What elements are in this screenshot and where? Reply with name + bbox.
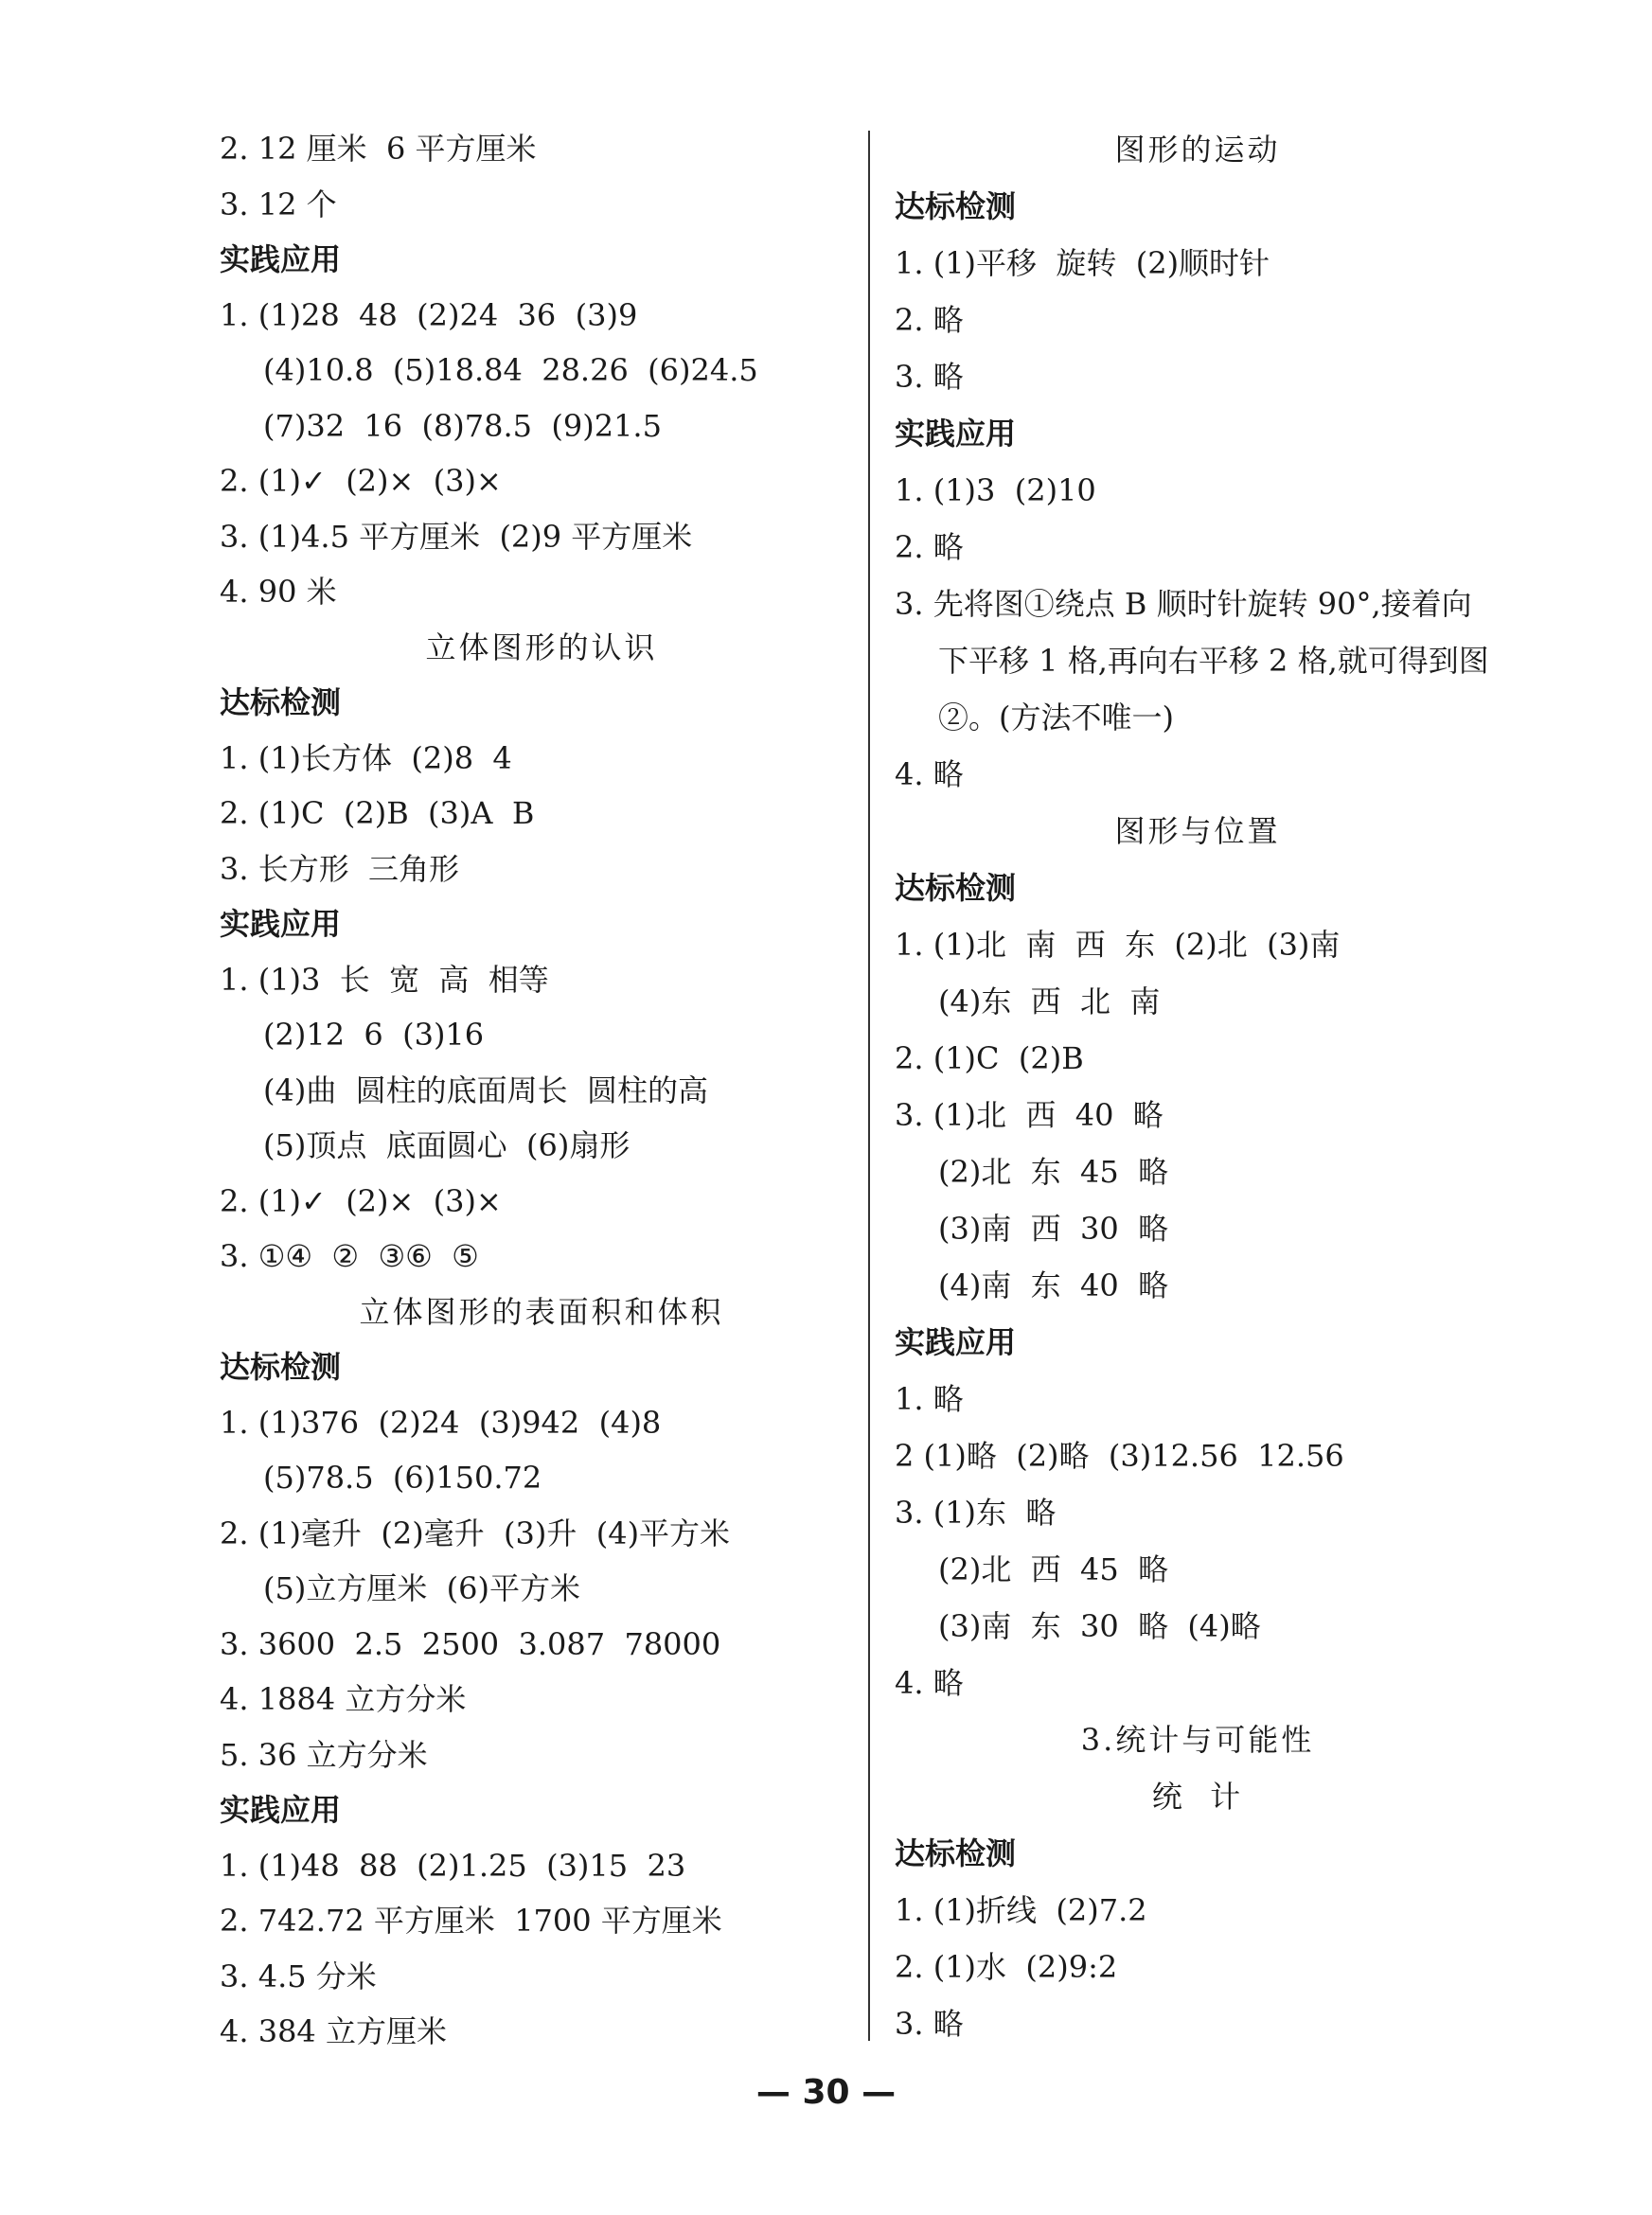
chapter-title: 图形与位置 [1114,813,1281,849]
section-heading: 实践应用 [220,906,342,942]
answer-continuation: (3)南 东 30 略 (4)略 [938,1608,1261,1644]
answer-continuation: (4)曲 圆柱的底面周长 圆柱的高 [263,1072,709,1108]
answer-line: 1. (1)长方体 (2)8 4 [220,739,512,776]
section-heading: 实践应用 [220,241,342,277]
answer-line: 3. 略 [895,359,964,395]
answer-line: 1. (1)3 (2)10 [895,472,1096,508]
answer-line: 3. 略 [895,2006,964,2042]
answer-line: 3. 长方形 三角形 [220,850,460,887]
chapter-title: 图形的运动 [1114,132,1281,168]
answer-line: 4. 384 立方厘米 [220,2013,447,2049]
section-heading: 达标检测 [220,684,342,720]
chapter-title: 立体图形的表面积和体积 [359,1293,724,1330]
answer-line: 1. (1)北 南 西 东 (2)北 (3)南 [895,927,1341,963]
section-heading: 实践应用 [220,1792,342,1828]
column-divider [868,131,870,2041]
answer-line: 3. 4.5 分米 [220,1958,377,1994]
answer-continuation: (4)东 西 北 南 [938,983,1161,1019]
answer-continuation: (5)顶点 底面圆心 (6)扇形 [263,1127,631,1163]
section-heading: 实践应用 [895,1324,1017,1360]
answer-line: 3. 12 个 [220,186,337,222]
answer-continuation: (2)北 西 45 略 [938,1551,1169,1587]
answer-line: 1. (1)48 88 (2)1.25 (3)15 23 [220,1847,686,1884]
answer-line: 4. 略 [895,1665,964,1701]
answer-continuation: (2)北 东 45 略 [938,1154,1169,1190]
answer-line: 1. (1)376 (2)24 (3)942 (4)8 [220,1404,662,1441]
answer-line: 1. (1)平移 旋转 (2)顺时针 [895,245,1270,281]
answer-line: 1. (1)28 48 (2)24 36 (3)9 [220,296,638,333]
chapter-title: 统 计 [1151,1779,1244,1815]
answer-line: 2. 12 厘米 6 平方厘米 [220,131,537,167]
answer-line: 2. 略 [895,529,964,565]
answer-line: 2. 略 [895,302,964,338]
answer-line: 1. (1)3 长 宽 高 相等 [220,961,549,998]
chapter-title: 3.统计与可能性 [1080,1722,1315,1758]
answer-line: 2 (1)略 (2)略 (3)12.56 12.56 [895,1438,1344,1474]
answer-line: 3. (1)北 西 40 略 [895,1097,1164,1133]
answer-line: 3. (1)东 略 [895,1495,1057,1531]
answer-continuation: (3)南 西 30 略 [938,1211,1169,1247]
left-column [220,121,863,2060]
answer-line: 3. ①④ ② ③⑥ ⑤ [220,1238,479,1274]
answer-line: 2. (1)✓ (2)× (3)× [220,463,502,499]
answer-line: 1. 略 [895,1381,964,1417]
answer-continuation: (5)78.5 (6)150.72 [263,1460,542,1496]
section-heading: 实践应用 [895,416,1017,452]
right-column [895,121,1501,2052]
answer-continuation: ②。(方法不唯一) [938,700,1174,735]
answer-line: 2. (1)毫升 (2)毫升 (3)升 (4)平方米 [220,1515,731,1551]
section-heading: 达标检测 [895,1835,1017,1871]
answer-line: 5. 36 立方分米 [220,1736,428,1773]
section-heading: 达标检测 [895,188,1017,224]
answer-continuation: (5)立方厘米 (6)平方米 [263,1570,581,1606]
answer-line: 4. 略 [895,756,964,792]
section-heading: 达标检测 [895,870,1017,906]
answer-line: 3. 先将图①绕点 B 顺时针旋转 90°,接着向 [895,586,1472,622]
answer-line: 1. (1)折线 (2)7.2 [895,1892,1147,1928]
answer-line: 2. (1)✓ (2)× (3)× [220,1182,502,1219]
chapter-title: 立体图形的认识 [425,629,658,665]
answer-line: 4. 90 米 [220,574,337,610]
answer-line: 4. 1884 立方分米 [220,1681,467,1717]
answer-line: 2. (1)C (2)B [895,1040,1084,1076]
answer-continuation: (2)12 6 (3)16 [263,1017,485,1053]
answer-line: 3. 3600 2.5 2500 3.087 78000 [220,1625,721,1662]
answer-continuation: (7)32 16 (8)78.5 (9)21.5 [263,407,662,444]
answer-line: 2. (1)水 (2)9:2 [895,1949,1118,1985]
answer-line: 2. 742.72 平方厘米 1700 平方厘米 [220,1903,722,1939]
answer-line: 2. (1)C (2)B (3)A B [220,795,535,831]
answer-continuation: (4)南 东 40 略 [938,1267,1169,1303]
page-number: — 30 — [755,2073,897,2112]
answer-continuation: 下平移 1 格,再向右平移 2 格,就可得到图 [938,643,1489,679]
section-heading: 达标检测 [220,1349,342,1385]
answer-continuation: (4)10.8 (5)18.84 28.26 (6)24.5 [263,352,758,388]
answer-line: 3. (1)4.5 平方厘米 (2)9 平方厘米 [220,518,693,555]
